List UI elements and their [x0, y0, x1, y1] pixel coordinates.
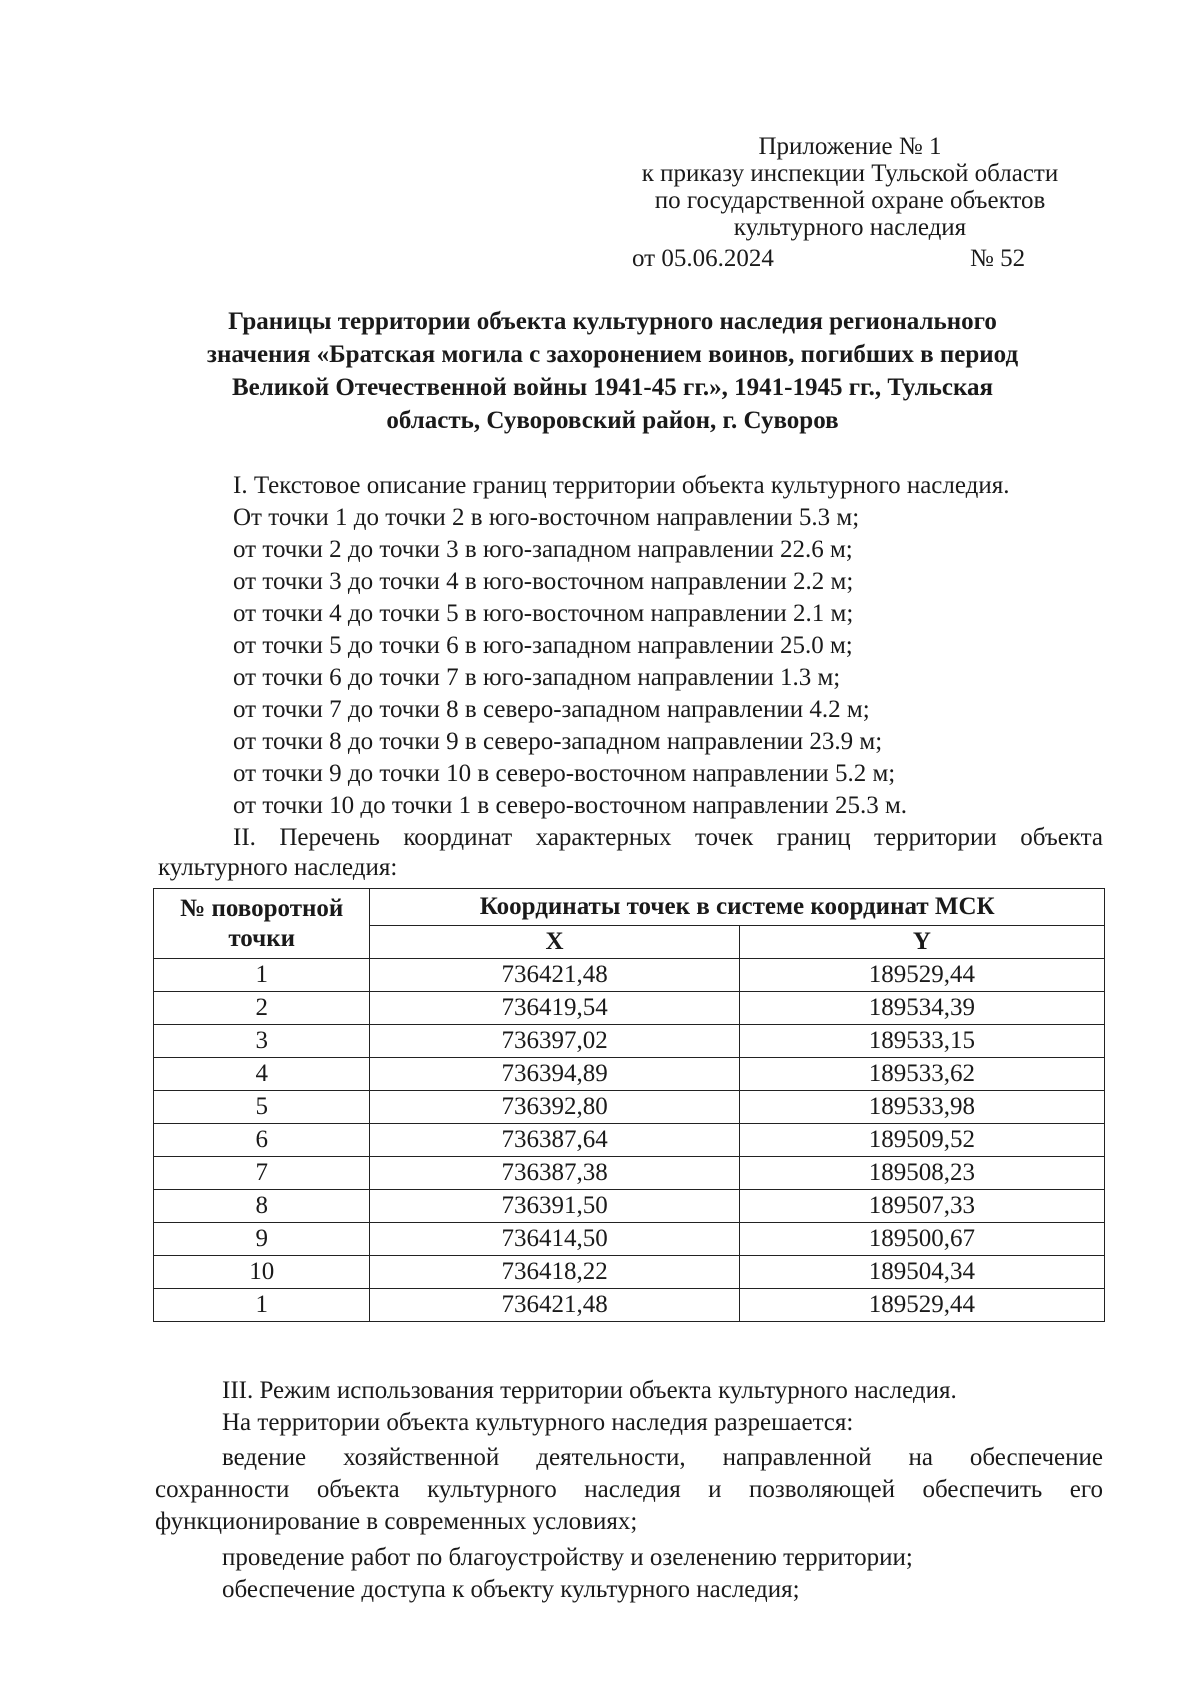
boundary-line: От точки 1 до точки 2 в юго-восточном направлении 5.3 м; [233, 504, 860, 531]
cell-y: 189500,67 [739, 1223, 1104, 1256]
cell-point: 10 [154, 1256, 370, 1289]
allowed-item-1-cont: сохранности объекта культурного наследия и позволяющей обеспечить его [155, 1476, 1103, 1503]
boundary-line: от точки 9 до точки 10 в северо-восточном направлении 5.2 м; [233, 760, 896, 787]
cell-y: 189508,23 [739, 1157, 1104, 1190]
cell-x: 736387,64 [370, 1124, 739, 1157]
cell-y: 189533,15 [739, 1025, 1104, 1058]
table-row [154, 1256, 1105, 1289]
cell-point: 1 [154, 959, 370, 992]
cell-point: 4 [154, 1058, 370, 1091]
table-row [154, 1025, 1105, 1058]
cell-point: 6 [154, 1124, 370, 1157]
cell-x: 736397,02 [370, 1025, 739, 1058]
cell-y: 189507,33 [739, 1190, 1104, 1223]
allowed-item-2: проведение работ по благоустройству и озеленению территории; [222, 1544, 913, 1571]
header-x: X [370, 926, 739, 959]
table-row [154, 1289, 1105, 1322]
cell-point: 3 [154, 1025, 370, 1058]
cell-x: 736387,38 [370, 1157, 739, 1190]
cell-y: 189534,39 [739, 992, 1104, 1025]
title-line: Великой Отечественной войны 1941-45 гг.», 1941-1945 гг., Тульская [231, 374, 994, 401]
allowed-item-1: ведение хозяйственной деятельности, направленной на обеспечение [222, 1444, 1103, 1471]
boundary-line: от точки 4 до точки 5 в юго-восточном направлении 2.1 м; [233, 600, 854, 627]
header-point-line1: № поворотной [180, 894, 344, 922]
boundary-line: от точки 5 до точки 6 в юго-западном направлении 25.0 м; [233, 632, 853, 659]
document-title [150, 305, 1075, 437]
boundary-line: от точки 7 до точки 8 в северо-западном направлении 4.2 м; [233, 696, 870, 723]
cell-point: 2 [154, 992, 370, 1025]
cell-y: 189509,52 [739, 1124, 1104, 1157]
appendix-line: культурного наследия [733, 214, 967, 241]
header-point-number [154, 889, 370, 959]
header-y: Y [739, 926, 1104, 959]
header-point-line2: точки [228, 924, 296, 952]
appendix-header [600, 133, 1100, 241]
cell-x: 736421,48 [370, 959, 739, 992]
cell-point: 5 [154, 1091, 370, 1124]
allowed-item-3: обеспечение доступа к объекту культурного наследия; [222, 1576, 800, 1603]
table-row [154, 1223, 1105, 1256]
cell-point: 9 [154, 1223, 370, 1256]
appendix-line: к приказу инспекции Тульской области [641, 160, 1059, 187]
coordinates-table [153, 888, 1105, 1322]
cell-x: 736394,89 [370, 1058, 739, 1091]
boundary-line: от точки 10 до точки 1 в северо-восточном направлении 25.3 м. [233, 792, 908, 819]
cell-y: 189504,34 [739, 1256, 1104, 1289]
boundary-line: от точки 3 до точки 4 в юго-восточном направлении 2.2 м; [233, 568, 854, 595]
order-date: от 05.06.2024 [632, 245, 774, 272]
cell-point: 8 [154, 1190, 370, 1223]
cell-y: 189529,44 [739, 1289, 1104, 1322]
cell-x: 736419,54 [370, 992, 739, 1025]
order-number: № 52 [970, 245, 1026, 272]
cell-point: 1 [154, 1289, 370, 1322]
section3-heading: III. Режим использования территории объекта культурного наследия. [222, 1377, 957, 1404]
section2-heading-cont: культурного наследия: [158, 854, 398, 881]
appendix-line: Приложение № 1 [758, 133, 942, 160]
table-row [154, 1091, 1105, 1124]
table-row [154, 1157, 1105, 1190]
title-line: значения «Братская могила с захоронением воинов, погибших в период [206, 341, 1019, 368]
header-coords: Координаты точек в системе координат МСК [370, 889, 1105, 926]
allowed-intro: На территории объекта культурного наследия разрешается: [222, 1409, 854, 1436]
allowed-item-1-cont: функционирование в современных условиях; [155, 1508, 638, 1535]
cell-y: 189533,62 [739, 1058, 1104, 1091]
title-line: область, Суворовский район, г. Суворов [386, 407, 839, 434]
boundary-line: от точки 8 до точки 9 в северо-западном направлении 23.9 м; [233, 728, 883, 755]
table-row [154, 1058, 1105, 1091]
table-row [154, 959, 1105, 992]
cell-x: 736392,80 [370, 1091, 739, 1124]
cell-x: 736418,22 [370, 1256, 739, 1289]
section2-heading: II. Перечень координат характерных точек границ территории объекта [233, 824, 1103, 851]
appendix-line: по государственной охране объектов [654, 187, 1046, 214]
cell-y: 189533,98 [739, 1091, 1104, 1124]
table-row [154, 1190, 1105, 1223]
cell-y: 189529,44 [739, 959, 1104, 992]
cell-x: 736421,48 [370, 1289, 739, 1322]
cell-point: 7 [154, 1157, 370, 1190]
cell-x: 736414,50 [370, 1223, 739, 1256]
title-line: Границы территории объекта культурного наследия регионального [228, 308, 997, 335]
section1-heading: I. Текстовое описание границ территории объекта культурного наследия. [233, 472, 1010, 499]
boundary-line: от точки 6 до точки 7 в юго-западном направлении 1.3 м; [233, 664, 841, 691]
cell-x: 736391,50 [370, 1190, 739, 1223]
table-row [154, 1124, 1105, 1157]
boundary-line: от точки 2 до точки 3 в юго-западном направлении 22.6 м; [233, 536, 853, 563]
table-row [154, 992, 1105, 1025]
